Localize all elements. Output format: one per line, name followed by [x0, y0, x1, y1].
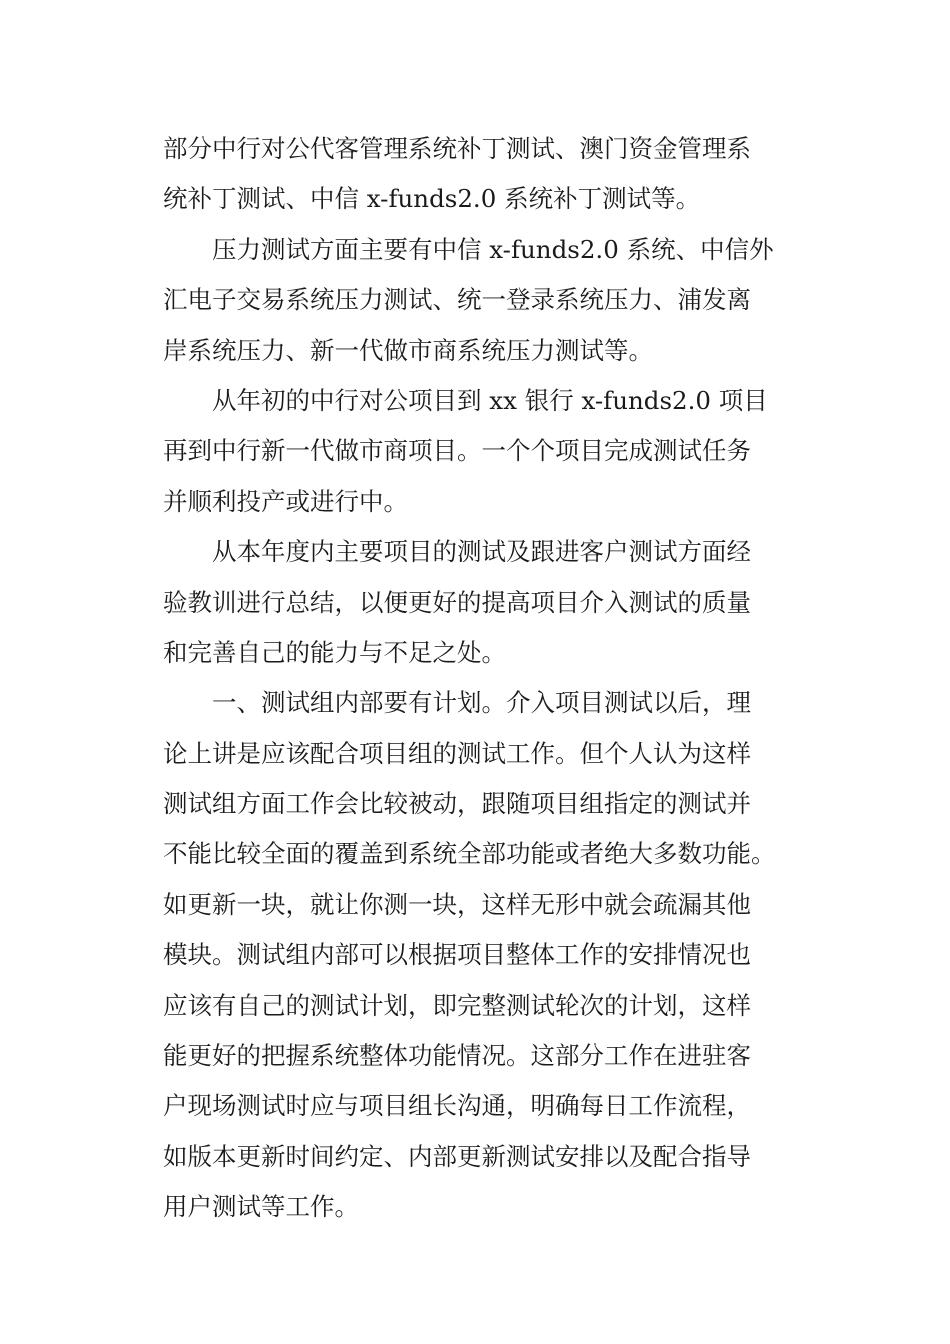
text-line: 和完善自己的能力与不足之处。: [163, 637, 506, 667]
text-line: 验教训进行总结，以便更好的提高项目介入测试的质量: [163, 587, 751, 617]
paragraph-first-line: 从本年度内主要项目的测试及跟进客户测试方面经: [212, 537, 751, 567]
text-line: 论上讲是应该配合项目组的测试工作。但个人认为这样: [163, 738, 751, 768]
paragraph-first-line: 一、测试组内部要有计划。介入项目测试以后，理: [212, 688, 751, 718]
text-line: 部分中行对公代客管理系统补丁测试、澳门资金管理系: [163, 134, 751, 163]
text-line: 汇电子交易系统压力测试、统一登录系统压力、浦发离: [163, 285, 751, 315]
text-line: 如版本更新时间约定、内部更新测试安排以及配合指导: [163, 1141, 751, 1171]
text-line: 模块。测试组内部可以根据项目整体工作的安排情况也: [163, 940, 751, 970]
text-line: 岸系统压力、新一代做市商系统压力测试等。: [163, 335, 653, 365]
text-line: 并顺利投产或进行中。: [163, 486, 408, 516]
paragraph-first-line: 压力测试方面主要有中信 x-funds2.0 系统、中信外: [212, 234, 774, 264]
text-line: 测试组方面工作会比较被动，跟随项目组指定的测试并: [163, 789, 751, 819]
text-line: 应该有自己的测试计划，即完整测试轮次的计划，这样: [163, 990, 751, 1020]
paragraph-first-line: 从年初的中行对公项目到 xx 银行 x-funds2.0 项目: [212, 385, 768, 415]
body-text: [163, 124, 803, 1233]
text-line: 再到中行新一代做市商项目。一个个项目完成测试任务: [163, 436, 751, 466]
text-line: 如更新一块，就让你测一块，这样无形中就会疏漏其他: [163, 889, 751, 919]
text-line: 户现场测试时应与项目组长沟通，明确每日工作流程，: [163, 1091, 751, 1121]
text-line: 统补丁测试、中信 x-funds2.0 系统补丁测试等。: [163, 184, 701, 214]
text-line: 不能比较全面的覆盖到系统全部功能或者绝大多数功能。: [163, 839, 776, 869]
text-line: 用户测试等工作。: [163, 1192, 359, 1222]
text-line: 能更好的把握系统整体功能情况。这部分工作在进驻客: [163, 1041, 751, 1071]
